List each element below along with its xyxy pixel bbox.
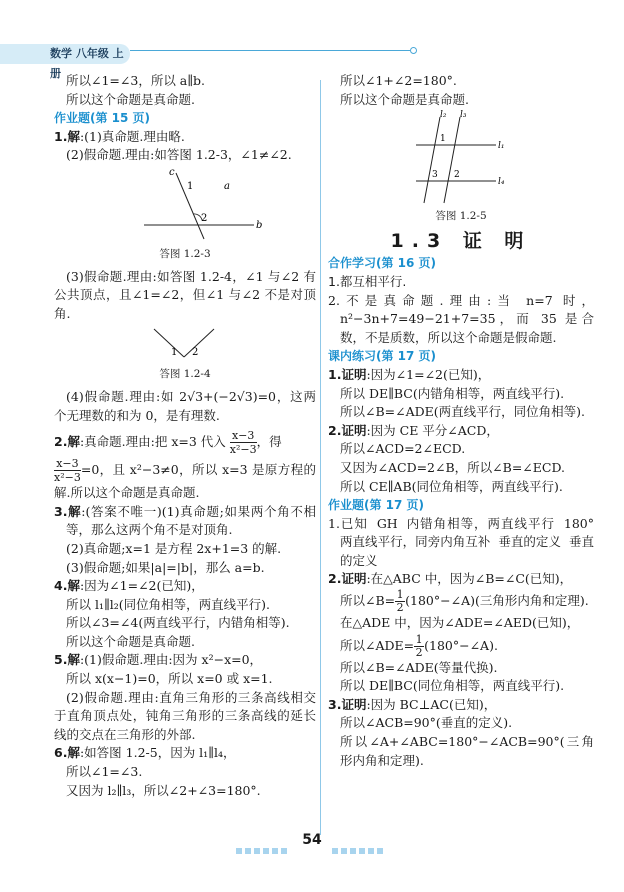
answer-text: 1.已知 GH 内错角相等，两直线平行 180° 两直线平行，同旁内角互补 垂直的定义 垂直的定义 [328, 515, 594, 568]
question-number: 5.解 [54, 652, 80, 668]
answer-block: 所以∠B= $\frac{1}{2}$ (180°−∠A)(三角形内角和定理). [340, 588, 589, 615]
text-line: 所以∠1=∠3，所以 a∥b. [66, 73, 206, 88]
page-footer [0, 832, 624, 852]
answer-text: :因为∠1=∠2(已知)， [366, 366, 491, 382]
question-2-cont [54, 457, 316, 503]
answer-text: :在△ABC 中，因为∠B=∠C(已知)， [366, 571, 573, 587]
text-line: 所以这个命题是真命题. [340, 91, 469, 107]
question-number: 2.证明 [328, 422, 367, 438]
answer-text: :因为 CE 平分∠ACD， [366, 422, 499, 438]
footer-dots-left [236, 839, 290, 845]
header-dot [410, 47, 417, 54]
fig-label: c [169, 166, 175, 178]
section-heading: 作业题(第 17 页) [328, 498, 425, 513]
figure-caption: 答图 1.2-3 [159, 247, 211, 260]
fig-label: l₄ [498, 177, 505, 188]
section-title: 1.3 证 明 [390, 229, 532, 252]
fig-label: l₃ [460, 110, 467, 121]
answer-text: (4)假命题.理由:如 2√3+(−2√3)=0，这两个无理数的和为 0，是有理数. [54, 388, 316, 423]
section-heading: 课内练习(第 17 页) [328, 349, 437, 364]
right-column [328, 72, 594, 770]
fig-label: 3 [432, 170, 438, 181]
answer-text: 所以 CE∥AB(同位角相等，两直线平行). [340, 478, 563, 494]
question-number: 1.证明 [328, 366, 367, 382]
page-number: 54 [302, 832, 322, 848]
question-number: 3.证明 [328, 696, 367, 712]
answer-text: 所以这个命题是真命题. [66, 633, 195, 649]
fig-label: 1 [187, 180, 194, 192]
question-number: 6.解 [54, 745, 80, 761]
answer-text: =0，且 x²−3≠0，所以 x=3 是原方程的解.所以这个命题是真命题. [54, 462, 316, 501]
answer-text: 又因为 l₂∥l₃，所以∠2+∠3=180°. [66, 782, 261, 798]
answer-text: 又因为∠ACD=2∠B，所以∠B=∠ECD. [340, 459, 566, 475]
question-number: 1.解 [54, 128, 80, 144]
answer-text: 所以∠B=∠ADE(两直线平行，同位角相等). [340, 404, 586, 420]
header-title: 数学 八年级 上册 [0, 44, 130, 64]
answer-text: 所以∠3=∠4(两直线平行，内错角相等). [66, 615, 290, 631]
header-rule [130, 50, 410, 51]
fraction: $\frac{x-3}{\text{x²−3}}$ [229, 429, 257, 457]
figure-caption: 答图 1.2-5 [435, 210, 487, 223]
answer-text: (2)假命题.理由:直角三角形的三条高线相交于直角顶点处，钝角三角形的三条高线的延长线的交点在三角形的外部. [54, 689, 316, 742]
answer-text: 所以 l₁∥l₂(同位角相等，两直线平行). [66, 596, 270, 612]
column-divider [320, 80, 321, 835]
fig-label: l₁ [498, 141, 505, 152]
answer-text: (3)假命题.理由:如答图 1.2-4，∠1 与∠2 有公共顶点，且∠1=∠2，但∠1 与∠2 不是对顶角. [54, 268, 316, 321]
answer-text: 所以∠B=∠ADE(等量代换). [340, 659, 498, 675]
figure-caption: 答图 1.2-4 [159, 368, 211, 381]
answer-text: (2)真命题;x=1 是方程 2x+1=3 的解. [66, 540, 282, 556]
answer-text: 在△ADE 中，因为∠ADE=∠AED(已知)， [340, 615, 580, 631]
answer-text: 所以∠ACB=90°(垂直的定义). [340, 715, 513, 731]
ray-right [184, 329, 214, 357]
answer-text: :(1)真命题.理由略. [79, 128, 185, 144]
fig-label: 2 [454, 170, 460, 181]
answer-text: :如答图 1.2-5，因为 l₁∥l₄， [79, 745, 236, 761]
page-header [0, 44, 624, 80]
fig-label: b [256, 219, 263, 231]
question-number: 4.解 [54, 578, 80, 594]
left-column [54, 72, 316, 800]
answer-text: 所以∠A+∠ABC=180°−∠ACB=90°(三角形内角和定理). [340, 734, 594, 768]
ray-left [154, 329, 184, 357]
answer-text: 所以 DE∥BC(内错角相等，两直线平行). [340, 385, 565, 401]
answer-text: 1.都互相平行. [328, 273, 407, 289]
answer-text: :(1)假命题.理由:因为 x²−x=0， [79, 652, 263, 668]
fig-label: 1 [171, 347, 178, 359]
fraction-half: $\frac{1}{2}$ [415, 632, 423, 659]
question-number: 2.证明 [328, 571, 367, 587]
text-line: 所以这个命题是真命题. [66, 91, 195, 107]
answer-text: 2.不是真命题.理由:当 n=7 时，n²−3n+7=49−21+7=35，而 35 是合数，不是质数，所以这个命题是假命题. [328, 292, 594, 345]
answer-text: 所以∠ACD=2∠ECD. [340, 441, 466, 457]
question-number: 3.解 [54, 503, 82, 519]
fraction: $\frac{x-3}{\text{x²−3}}$ [54, 457, 81, 485]
fig-label: l₂ [440, 110, 447, 121]
line-l2 [424, 117, 440, 203]
answer-block: 所以∠ADE= $\frac{1}{2}$ (180°−∠A). [340, 632, 498, 659]
fig-label: 2 [201, 212, 208, 224]
answer-text: :因为∠1=∠2(已知)， [79, 578, 204, 594]
section-heading: 作业题(第 15 页) [54, 111, 151, 126]
answer-text: :真命题.理由:把 x=3 代入 [79, 434, 226, 450]
footer-dots-right [332, 839, 386, 845]
figure-1-2-5 [328, 109, 594, 205]
answer-text: 所以 DE∥BC(同位角相等，两直线平行). [340, 678, 565, 694]
fraction-half: $\frac{1}{2}$ [396, 588, 404, 615]
answer-text: ，得 [256, 434, 282, 450]
text-line: 所以∠1+∠2=180°. [340, 73, 457, 88]
fig-label: 1 [440, 134, 446, 145]
answer-text: 所以∠1=∠3. [66, 764, 143, 780]
figure-1-2-3 [54, 165, 316, 243]
question-number: 2.解 [54, 434, 80, 450]
section-heading: 合作学习(第 16 页) [328, 256, 437, 271]
answer-text: 所以 x(x−1)=0，所以 x=0 或 x=1. [66, 671, 273, 687]
answer-text: :因为 BC⊥AC(已知)， [366, 696, 497, 712]
answer-text: (3)假命题;如果|a|=|b|，那么 a=b. [66, 559, 265, 575]
fig-label: 2 [192, 347, 199, 359]
answer-text: (2)假命题.理由:如答图 1.2-3，∠1≠∠2. [66, 147, 292, 163]
line-l3 [444, 117, 460, 203]
fig-label: a [224, 180, 230, 192]
question-2 [54, 427, 316, 457]
answer-text: :(答案不唯一)(1)真命题;如果两个角不相等，那么这两个角不是对顶角. [66, 503, 316, 538]
figure-1-2-4 [54, 323, 316, 363]
